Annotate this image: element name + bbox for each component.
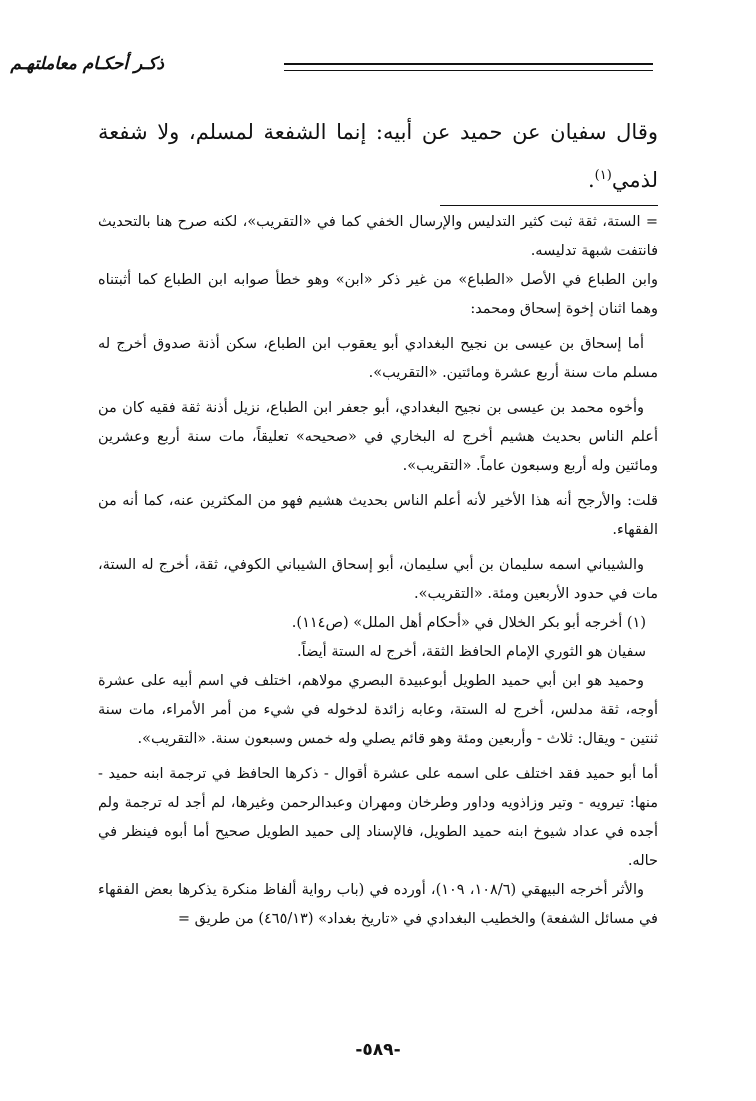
footnote-paragraph: أما أبو حميد فقد اختلف على اسمه على عشرة أقوال - ذكرها الحافظ في ترجمة ابنه حميد - منها: تيرويه - وتير وزاذويه وداور وطرخان ومهران وعبدالرحمن وغيرها، لم أجد له ترجمة ولم أجده في عداد شيوخ ابنه حميد الطويل، فالإسناد إلى حميد الطويل صحيح أما أبوه فينظر في حاله. — [98, 766, 658, 869]
footnote-ref: (١) — [594, 168, 612, 183]
footnote-paragraph: = الستة، ثقة ثبت كثير التدليس والإرسال الخفي كما في «التقريب»، لكنه صرح هنا بالتحديث فانتفت شبهة تدليسه. — [98, 214, 658, 259]
running-header-title: ذكـر أحكـام معاملتهـم — [10, 54, 164, 74]
footnote-paragraph: سفيان هو الثوري الإمام الحافظ الثقة، أخرج له الستة أيضاً. — [297, 644, 646, 660]
main-text-end: . — [587, 168, 595, 192]
footnote-paragraph: وأخوه محمد بن عيسى بن نجيح البغدادي، أبو جعفر ابن الطباع، نزيل أذنة ثقة فقيه كان من أعلم الناس بحديث هشيم أخرج له البخاري في «صحيحه» تعليقاً، مات سنة أربع وعشرين ومائتين وله أربع وسبعون عاماً. «التقريب». — [98, 400, 658, 474]
header-rule-thick — [284, 63, 653, 65]
header-rule-thin — [284, 70, 653, 71]
footnote-paragraph: والشيباني اسمه سليمان بن أبي سليمان، أبو إسحاق الشيباني الكوفي، ثقة، أخرج له الستة، مات في حدود الأربعين ومئة. «التقريب». — [98, 557, 658, 602]
footnote-paragraph: قلت: والأرجح أنه هذا الأخير لأنه أعلم الناس بحديث هشيم فهو من المكثرين عنه، كما أنه من الفقهاء. — [98, 493, 658, 538]
footnote-1: (١) أخرجه أبو بكر الخلال في «أحكام أهل الملل» (ص١١٤). — [291, 615, 646, 631]
main-text-block — [98, 108, 658, 204]
footnote-separator — [440, 205, 658, 206]
footnotes-block — [98, 208, 658, 940]
main-paragraph — [98, 108, 658, 204]
footnote-paragraph: أما إسحاق بن عيسى بن نجيح البغدادي أبو يعقوب ابن الطباع، سكن أذنة صدوق أخرج له مسلم مات سنة أربع عشرة ومائتين. «التقريب». — [98, 336, 658, 381]
footnote-paragraph: وحميد هو ابن أبي حميد الطويل أبوعبيدة البصري مولاهم، اختلف في اسم أبيه على عشرة أوجه، ثقة مدلس، أخرج له الستة، وعابه زائدة لدخوله في شيء من أمر الأمراء، مات سنة ثنتين - ويقال: ثلاث - وأربعين ومئة وهو قائم يصلي وله خمس وسبعون سنة. «التقريب». — [98, 673, 658, 747]
footnote-paragraph: وابن الطباع في الأصل «الطباع» من غير ذكر «ابن» وهو خطأ صوابه ابن الطباع كما أثبتناه وهما اثنان إخوة إسحاق ومحمد: — [98, 272, 658, 317]
page-number: -٥٨٩- — [355, 1040, 401, 1060]
main-text: وقال سفيان عن حميد عن أبيه: إنما الشفعة لمسلم، ولا شفعة لذمي — [98, 120, 658, 192]
footnote-paragraph: والأثر أخرجه البيهقي (١٠٨/٦، ١٠٩)، أورده في (باب رواية ألفاظ منكرة يذكرها بعض الفقهاء في مسائل الشفعة) والخطيب البغدادي في «تاريخ بغداد» (٤٦٥/١٣) من طريق = — [98, 882, 658, 927]
